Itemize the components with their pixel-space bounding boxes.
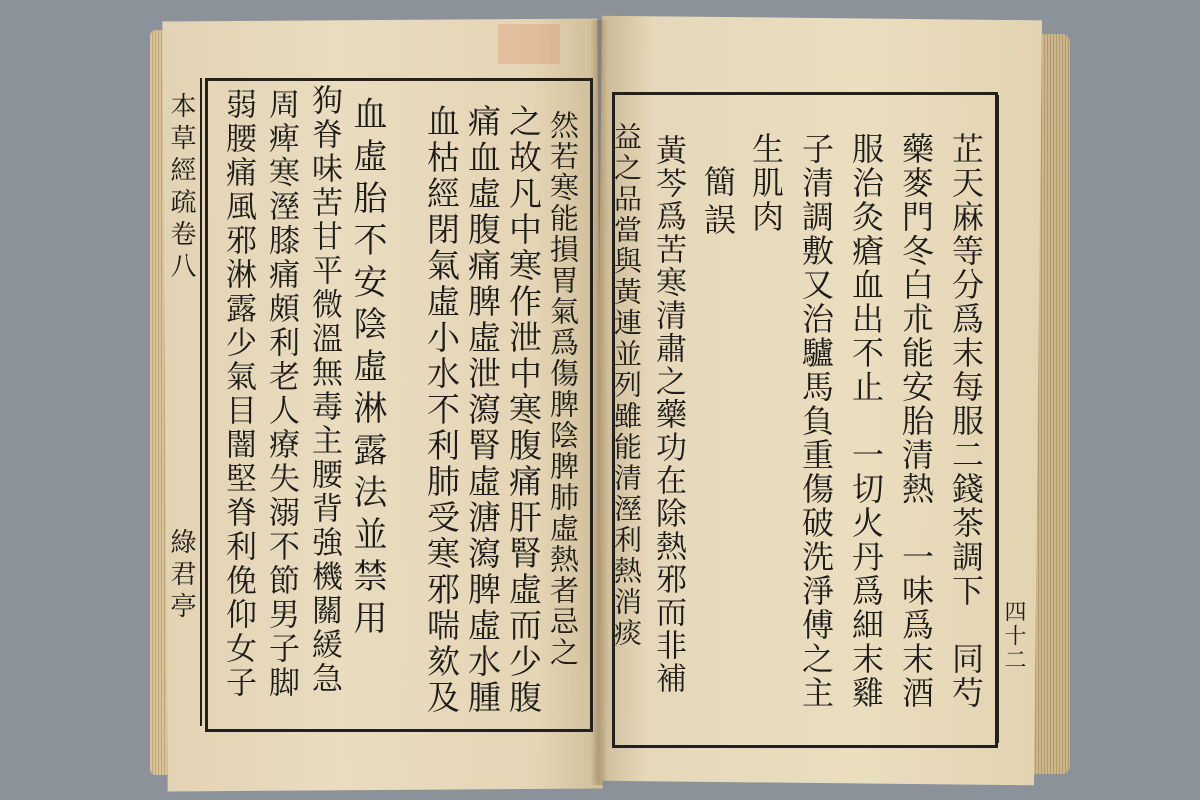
right-column-6-heading: 簡誤 [699,165,737,241]
right-margin-rule [997,95,999,743]
right-column-5: 生肌肉 [747,132,785,234]
right-column-3: 服治灸瘡血出不止 一切火丹爲細末雞 [847,132,885,710]
left-column-8: 弱腰痛風邪淋露少氣目闇堅脊利俛仰女子 [220,88,256,700]
left-column-5: 血虛胎不安陰虛淋露法並禁用 [347,96,387,642]
faded-seal-stamp [498,24,560,64]
right-page-number: 四十二 [1001,600,1026,672]
right-column-1: 芷天麻等分爲末每服二錢茶調下 同芍 [947,132,985,710]
left-column-6: 狗脊味苦甘平微溫無毒主腰背強機關緩急 [306,84,342,696]
left-margin-title: 本草經疏卷八 [166,92,196,284]
left-margin-footer: 綠君亭 [166,528,196,624]
left-margin-rule [200,78,202,726]
left-column-4: 血枯經閉氣虛小水不利肺受寒邪喘欬及 [422,104,461,716]
left-column-2: 之故凡中寒作泄中寒腹痛肝腎虛而少腹 [504,104,543,716]
left-column-1: 然若寒能損胃氣爲傷脾陰脾肺虛熱者忌之 [546,110,580,668]
right-column-4: 子清調敷又治驢馬負重傷破洗淨傅之主 [797,132,835,710]
left-column-7: 周痺寒溼膝痛頗利老人療失溺不節男子脚 [263,88,299,700]
left-column-3: 痛血虛腹痛脾虛泄瀉腎虛溏瀉脾虛水腫 [463,104,502,716]
right-column-7: 黃芩爲苦寒清肅之藥功在除熱邪而非補 [650,134,686,695]
right-column-8: 益之品當與黃連並列雖能清溼利熱消痰 [610,122,643,649]
right-column-2: 藥麥門冬白朮能安胎清熱 一味爲末酒 [897,132,935,710]
